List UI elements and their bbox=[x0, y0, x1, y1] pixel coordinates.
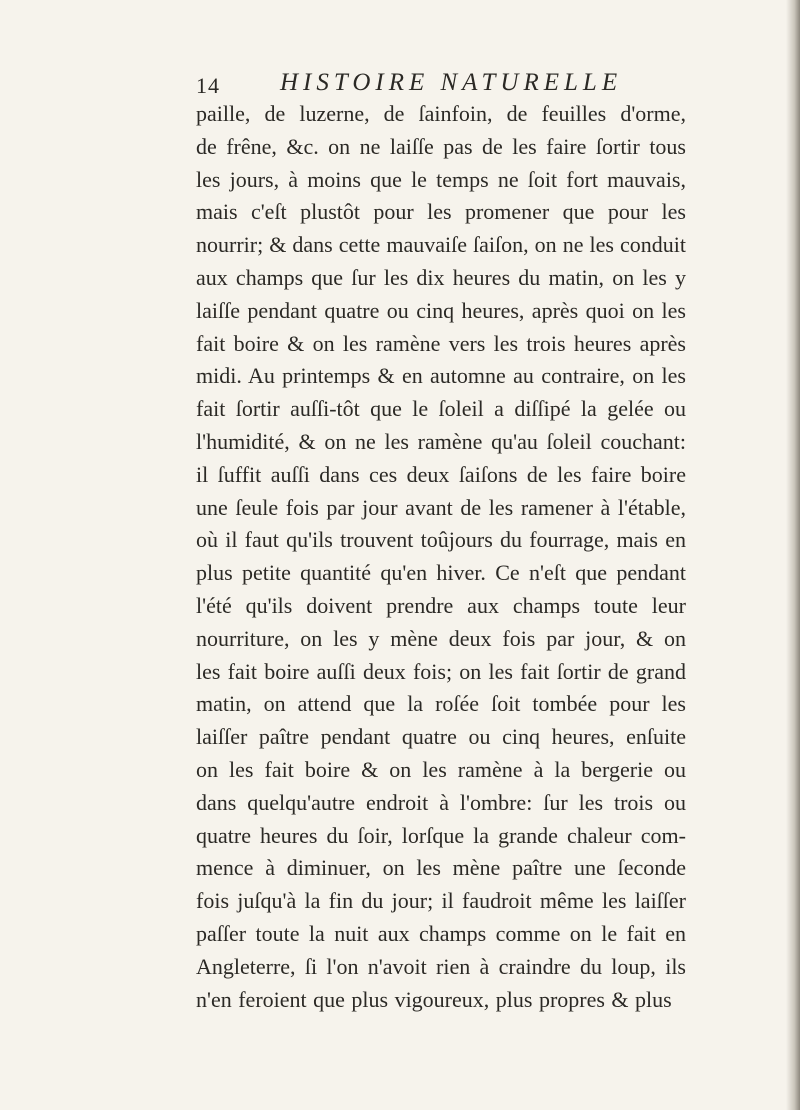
text-line: une ſeule fois par jour avant de les ramener à l'étable, bbox=[196, 494, 686, 520]
text-line: laiſſer paître pendant quatre ou cinq heures, enſuite bbox=[196, 724, 686, 750]
text-line: mais c'eſt plustôt pour les promener que pour les bbox=[196, 199, 686, 225]
text-line: fois juſqu'à la fin du jour; il faudroit même les laiſſer bbox=[196, 888, 686, 914]
text-line: aux champs que ſur les dix heures du matin, on les y bbox=[196, 264, 686, 290]
page-number: 14 bbox=[196, 73, 220, 98]
page-edge-shadow bbox=[786, 0, 800, 1110]
text-line: de frêne, &c. on ne laiſſe pas de les faire ſortir tous bbox=[196, 133, 686, 159]
text-line: dans quelqu'autre endroit à l'ombre: ſur les trois ou bbox=[196, 789, 686, 815]
text-line: Angleterre, ſi l'on n'avoit rien à craindre du loup, ils bbox=[196, 953, 686, 979]
running-title: HISTOIRE NATURELLE bbox=[280, 69, 623, 96]
body-text bbox=[196, 98, 686, 1016]
text-line: il ſuffit auſſi dans ces deux ſaiſons de les faire boire bbox=[196, 461, 686, 487]
text-line: l'été qu'ils doivent prendre aux champs toute leur bbox=[196, 592, 686, 618]
text-line: quatre heures du ſoir, lorſque la grande chaleur com- bbox=[196, 822, 686, 848]
text-line: paſſer toute la nuit aux champs comme on le fait en bbox=[196, 920, 686, 946]
text-line: paille, de luzerne, de ſainfoin, de feuilles d'orme, bbox=[196, 101, 686, 126]
text-line: où il faut qu'ils trouvent toûjours du fourrage, mais en bbox=[196, 527, 686, 553]
text-line: nourriture, on les y mène deux fois par jour, & on bbox=[196, 625, 686, 651]
text-line: les jours, à moins que le temps ne ſoit fort mauvais, bbox=[196, 166, 686, 192]
text-line: midi. Au printemps & en automne au contraire, on les bbox=[196, 363, 686, 389]
text-line: l'humidité, & on ne les ramène qu'au ſoleil couchant: bbox=[196, 428, 686, 454]
text-line: on les fait boire & on les ramène à la bergerie ou bbox=[196, 756, 686, 782]
text-line: fait boire & on les ramène vers les trois heures après bbox=[196, 330, 686, 356]
text-line: matin, on attend que la roſée ſoit tombée pour les bbox=[196, 691, 686, 717]
text-line: nourrir; & dans cette mauvaiſe ſaiſon, on ne les conduit bbox=[196, 232, 686, 258]
text-line: fait ſortir auſſi-tôt que le ſoleil a diſſipé la gelée ou bbox=[196, 396, 686, 422]
text-line: n'en feroient que plus vigoureux, plus propres & plus bbox=[196, 986, 672, 1012]
text-line: laiſſe pendant quatre ou cinq heures, après quoi on les bbox=[196, 297, 686, 323]
text-line: plus petite quantité qu'en hiver. Ce n'eſt que pendant bbox=[196, 560, 686, 586]
text-line: mence à diminuer, on les mène paître une ſeconde bbox=[196, 855, 686, 881]
text-line: les fait boire auſſi deux fois; on les fait ſortir de grand bbox=[196, 658, 686, 684]
